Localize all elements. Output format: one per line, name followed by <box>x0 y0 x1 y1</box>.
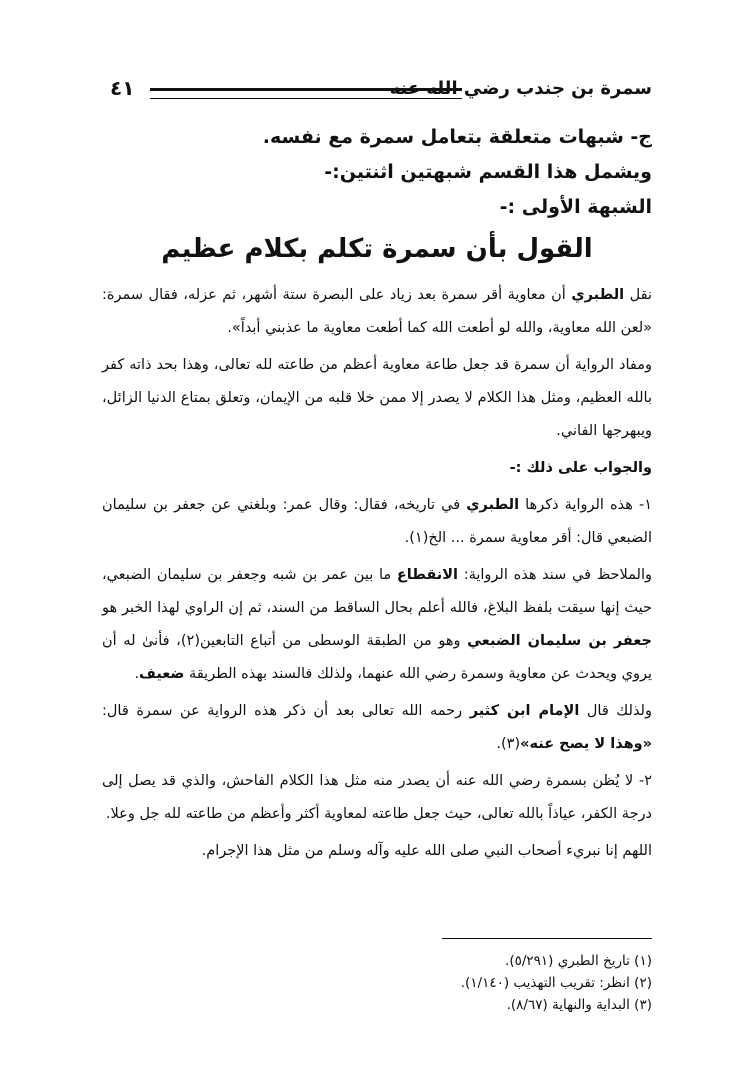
paragraph-3 <box>102 489 652 555</box>
paragraph-6: ٢- لا يُظن بسمرة رضي الله عنه أن يصدر منه مثل هذا الكلام الفاحش، والذي قد يصل إلى درجة الكفر، عياذاً بالله تعالى، حيث جعل طاعته لمعاوية أكثر وأعظم من طاعته لله جل وعلا. <box>102 773 652 822</box>
paragraph-5 <box>102 695 652 761</box>
text-run: (٣). <box>496 736 521 752</box>
first-doubt-label: الشبهة الأولى :- <box>499 196 652 218</box>
page-header <box>110 78 652 108</box>
bold-text: «وهذا لا يصح عنه» <box>520 736 652 752</box>
footnotes <box>102 950 652 1016</box>
footnote-3: (٣) البداية والنهاية (٨/٦٧). <box>506 997 652 1013</box>
bold-text: الانقطاع <box>396 567 458 583</box>
answer-heading: والجواب على ذلك :- <box>509 460 652 476</box>
bold-text: الطبري <box>571 287 625 303</box>
bold-text: ضعيف <box>139 666 185 682</box>
text-run: ولذلك قال <box>579 703 652 719</box>
section-title: ج- شبهات متعلقة بتعامل سمرة مع نفسه. <box>262 126 652 148</box>
paragraph-1 <box>102 279 652 345</box>
paragraph-4 <box>102 559 652 691</box>
text-run: والملاحظ في سند هذه الرواية: <box>457 567 652 583</box>
bold-text: الطبري <box>466 497 520 513</box>
footnote-1: (١) تاريخ الطبري (٥/٢٩١). <box>505 953 652 969</box>
paragraph-7: اللهم إنا نبريء أصحاب النبي صلى الله عليه وآله وسلم من مثل هذا الإجرام. <box>201 843 652 859</box>
page-number: ٤١ <box>110 76 135 100</box>
bold-text: جعفر بن سليمان الضبعي <box>467 633 653 649</box>
main-heading: القول بأن سمرة تكلم بكلام عظيم <box>161 234 593 264</box>
paragraph-2: ومفاد الرواية أن سمرة قد جعل طاعة معاوية أعظم من طاعته لله تعالى، وهذا بحد ذاته كفر بالله العظيم، ومثل هذا الكلام لا يصدر إلا ممن خلا قلبه من الإيمان، وتعلق بمتاع الدنيا الزائل، ويبهرجها الفاني. <box>102 357 652 439</box>
footnote-rule <box>442 938 652 939</box>
text-run: . <box>134 666 140 682</box>
page-body <box>102 120 652 872</box>
header-rule <box>150 88 462 99</box>
bold-text: الإمام ابن كثير <box>469 703 580 719</box>
text-run: وهو من الطبقة الوسطى من أتباع التابعين(٢)، فأنىٰ له أن يروي ويحدث عن معاوية وسمرة رضي الله عنهما، ولذلك فالسند بهذه الطريقة <box>102 633 652 682</box>
text-run: أن معاوية أقر سمرة بعد زياد على البصرة ستة أشهر، ثم عزله، فقال سمرة: «لعن الله معاوية، والله لو أطعت الله كما أطعت معاوية ما عذبني أبداً». <box>102 287 652 336</box>
text-run: رحمه الله تعالى بعد أن ذكر هذه الرواية عن سمرة قال: <box>102 703 470 719</box>
running-title: سمرة بن جندب رضي الله عنه <box>389 78 652 99</box>
text-run: ما بين عمر بن شبه وجعفر بن سليمان الضبعي، حيث إنها سيقت بلفظ البلاغ، فالله أعلم بحال الساقط من السند، ثم إن الراوي لهذا الخبر هو <box>102 567 652 616</box>
text-run: في تاريخه، فقال: وقال عمر: وبلغني عن جعفر بن سليمان الضبعي قال: أقر معاوية سمرة ... الخ(١). <box>102 497 652 546</box>
text-run: نقل <box>624 287 652 303</box>
footnote-2: (٢) انظر: تقريب التهذيب (١/١٤٠). <box>460 975 652 991</box>
section-subtitle: ويشمل هذا القسم شبهتين اثنتين:- <box>324 161 652 183</box>
text-run: ١- هذه الرواية ذكرها <box>519 497 652 513</box>
